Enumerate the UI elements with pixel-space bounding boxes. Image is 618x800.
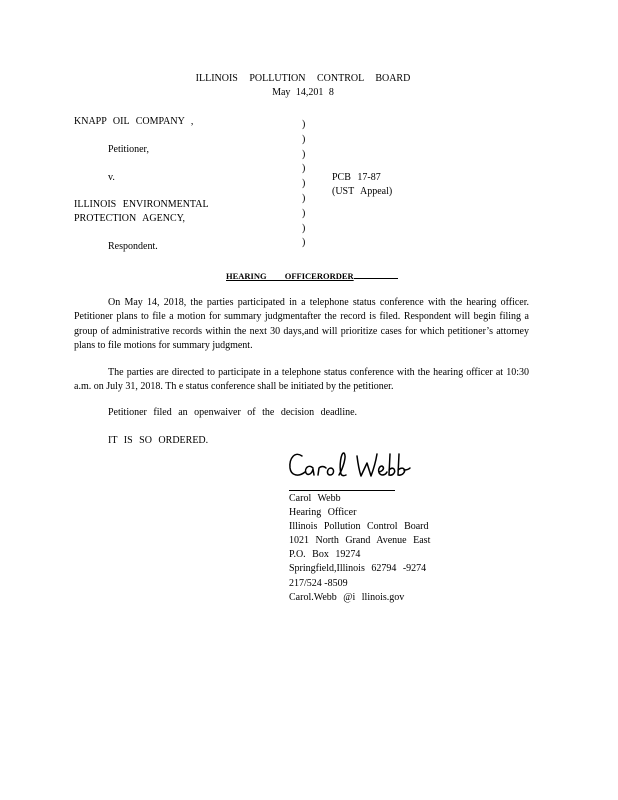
signature-line xyxy=(289,490,395,491)
versus-label: v. xyxy=(108,172,115,183)
paragraph-text: The parties are directed to participate in a telephone status conference with the hearing officer at 10:30 a.m. on July 31, 2018. Th e status conference shall be initiated by the petitioner. xyxy=(74,367,529,393)
respondent-role: Respondent. xyxy=(108,241,158,252)
signature-block xyxy=(289,492,430,605)
body-paragraph-1 xyxy=(74,296,529,353)
case-type: (UST Appeal) xyxy=(332,186,393,197)
caption-paren: ) xyxy=(302,148,306,160)
signer-title: Hearing Officer xyxy=(289,507,357,519)
petitioner-role: Petitioner, xyxy=(108,144,149,155)
caption-paren: ) xyxy=(302,222,306,234)
phone-number: 217/524 -8509 xyxy=(289,577,348,589)
handwritten-signature xyxy=(287,448,417,484)
agency-heading: ILLINOIS POLLUTION CONTROL BOARD xyxy=(195,73,411,84)
street-address: 1021 North Grand Avenue East xyxy=(289,535,431,547)
po-box: P.O. Box 19274 xyxy=(289,549,361,561)
body-paragraph-3: Petitioner filed an openwaiver of the decision deadline. xyxy=(108,407,358,418)
caption-paren: ) xyxy=(302,163,306,175)
case-number: PCB 17-87 xyxy=(332,172,381,183)
title-underline xyxy=(354,270,398,279)
city-state-zip: Springfield,Illinois 62794 -9274 xyxy=(289,563,427,575)
respondent-name-line1: ILLINOIS ENVIRONMENTAL xyxy=(74,199,209,210)
signer-name: Carol Webb xyxy=(289,493,341,504)
respondent-name-line2: PROTECTION AGENCY, xyxy=(74,213,186,224)
caption-parentheses xyxy=(302,118,305,251)
caption-paren: ) xyxy=(302,207,306,219)
signer-organization: Illinois Pollution Control Board xyxy=(289,521,429,533)
order-title xyxy=(226,270,398,281)
paragraph-text: On May 14, 2018, the parties participated in a telephone status conference with the hearing officer. Petitioner plans to file a motion for summary judgmentafter the record is filed. Respondent will begin filing a group of administrative records within the next 30 days,and will prioritize cases for which petitioner’s attorney plans to file motions for summary judgment. xyxy=(74,297,529,351)
caption-paren: ) xyxy=(302,237,306,249)
caption-paren: ) xyxy=(302,119,306,130)
order-date: May 14,201 8 xyxy=(272,87,334,98)
caption-paren: ) xyxy=(302,133,306,145)
petitioner-name: KNAPP OIL COMPANY , xyxy=(74,116,194,127)
body-paragraph-4: IT IS SO ORDERED. xyxy=(108,435,209,446)
body-paragraph-2 xyxy=(74,366,529,395)
order-title-text: HEARING OFFICERORDER xyxy=(226,271,354,281)
caption-paren: ) xyxy=(302,192,306,204)
caption-paren: ) xyxy=(302,178,306,190)
email-address: Carol.Webb @i llinois.gov xyxy=(289,591,405,603)
